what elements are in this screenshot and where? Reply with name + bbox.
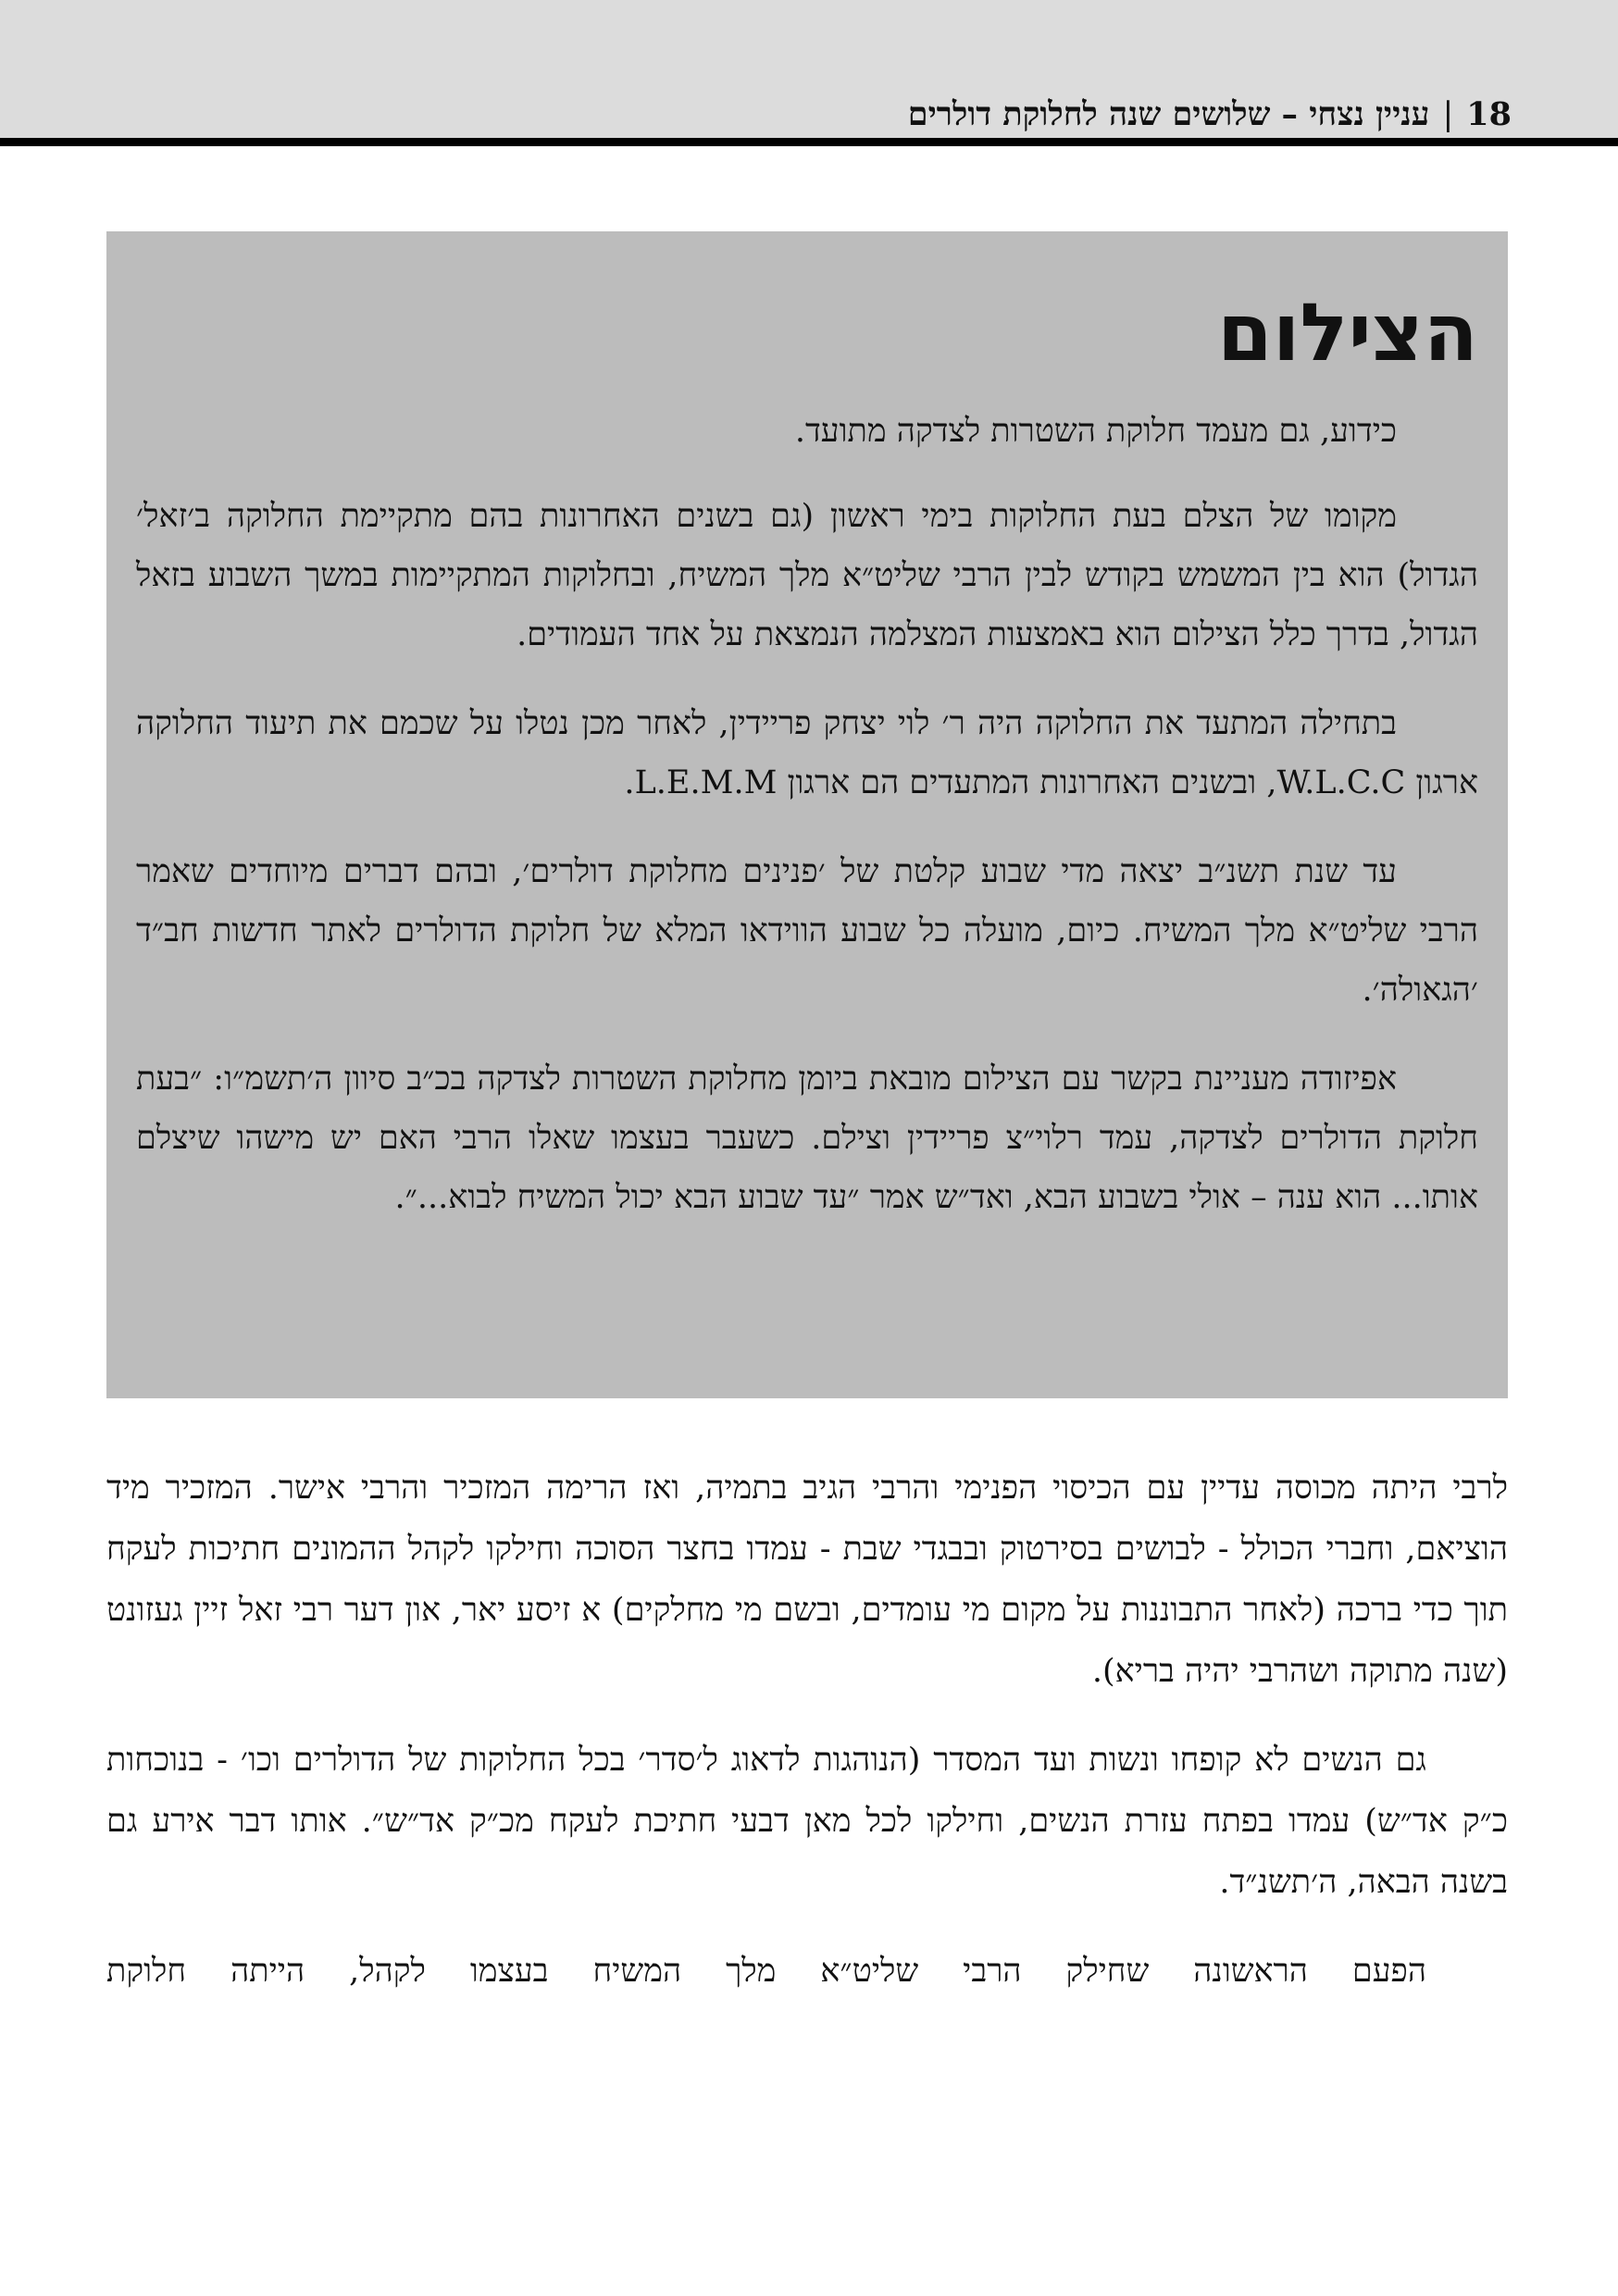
box-paragraph: כידוע, גם מעמד חלוקת השטרות לצדקה מתועד. — [794, 413, 1397, 450]
box-paragraph: מקומו של הצלם בעת החלוקות בימי ראשון (גם בשנים האחרונות בהם מתקיימת החלוקה ב׳זאל׳ הגדול) הוא בין המשמש בקודש לבין הרבי שליט״א מלך המשיח, ובחלוקות המתקיימות במשך השבוע בזאל הגדול, בדרך כלל הצילום הוא באמצעות המצלמה הנמצאת על אחד העמודים. — [136, 498, 1478, 653]
box-paragraph: אפיזודה מעניינת בקשר עם הצילום מובאת ביומן מחלוקת השטרות לצדקה בכ״ב סיוון ה׳תשמ״ו: ״בעת חלוקת הדולרים לצדקה, עמד רלוי״צ פריידין וצילם. כשעבר בעצמו שאלו הרבי האם יש מישהו שיצלם אותו... הוא ענה – אולי בשבוע הבא, ואד״ש אמר ״עד שבוע הבא יכול המשיח לבוא...״. — [136, 1061, 1478, 1216]
body-paragraph: הפעם הראשונה שחילק הרבי שליט״א מלך המשיח בעצמו לקהל, הייתה חלוקת — [106, 1953, 1426, 1990]
running-title: עניין נצחי – שלושים שנה לחלוקת דולרים — [907, 95, 1430, 133]
page-header — [0, 0, 1618, 146]
sidebar-box-photography — [106, 231, 1508, 1398]
body-paragraph: לרבי היתה מכוסה עדיין עם הכיסוי הפנימי והרבי הגיב בתמיה, ואז הרימה המזכיר והרבי אישר. המזכיר מיד הוציאם, וחברי הכולל - לבושים בסירטוק ובבגדי שבת - עמדו בחצר הסוכה וחילקו לקהל ההמונים חתיכות לעקח תוך כדי ברכה (לאחר התבוננות על מקום מי עומדים, ובשם מי מחלקים) א זיסע יאר, און דער רבי זאל זיין געזונט (שנה מתוקה ושהרבי יהיה בריא). — [106, 1470, 1508, 1690]
body-text — [106, 1458, 1508, 2029]
header-separator: | — [1442, 96, 1454, 133]
page-number: 18 — [1466, 95, 1512, 133]
body-paragraph: גם הנשים לא קופחו ונשות ועד המסדר (הנוהגות לדאוג ל׳סדר׳ בכל החלוקות של הדולרים וכו׳ - בנוכחות כ״ק אד״ש) עמדו בפתח עזרת הנשים, וחילקו לכל מאן דבעי חתיכת לעקח מכ״ק אד״ש״. אותו דבר אירע גם בשנה הבאה, ה׳תשנ״ד. — [106, 1742, 1508, 1901]
box-paragraph: בתחילה המתעד את החלוקה היה ר׳ לוי יצחק פריידין, לאחר מכן נטלו על שכמם את תיעוד החלוקה ארגון W.L.C.C, ובשנים האחרונות המתעדים הם ארגון L.E.M.M. — [136, 705, 1478, 801]
box-paragraph: עד שנת תשנ״ב יצאה מדי שבוע קלטת של ׳פנינים מחלוקת דולרים׳, ובהם דברים מיוחדים שאמר הרבי שליט״א מלך המשיח. כיום, מועלה כל שבוע הווידאו המלא של חלוקת הדולרים לאתר חדשות חב״ד ׳הגאולה׳. — [136, 853, 1478, 1009]
header-line — [908, 96, 1512, 133]
box-title: הצילום — [1217, 287, 1478, 379]
